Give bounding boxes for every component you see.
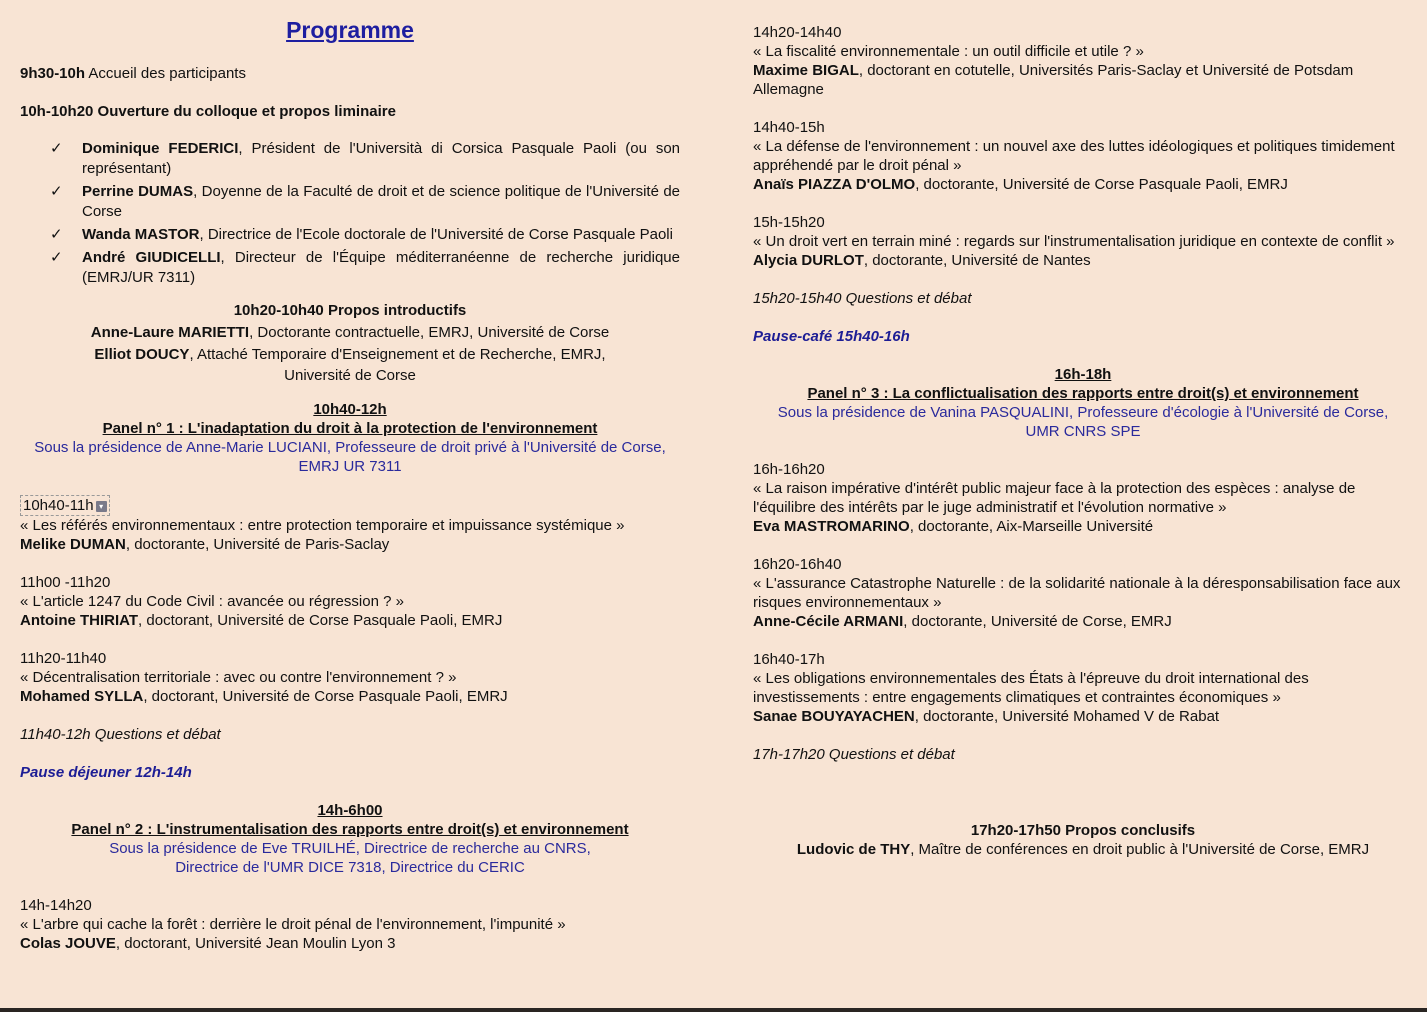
talk-time: 14h-14h20 — [20, 897, 92, 914]
panel3-title: Panel n° 3 : La conflictualisation des rapports entre droit(s) et environnement — [807, 385, 1359, 402]
intro-speaker: Elliot DOUCY, Attaché Temporaire d'Enseignement et de Recherche, EMRJ, Université de Corse — [94, 346, 606, 384]
talk-speaker: Melike DUMAN, doctorante, Université de Paris-Saclay — [20, 536, 390, 553]
talk-title: « Les obligations environnementales des États à l'épreuve du droit international des investissements : entre engagements climatiques et contraintes économiques » — [753, 670, 1309, 706]
talk-title: « La raison impérative d'intérêt public majeur face à la protection des espèces : analyse de l'équilibre des intérêts par le juge administratif et l'évolution normative » — [753, 480, 1356, 516]
talk-title: « La fiscalité environnementale : un outil difficile et utile ? » — [753, 43, 1144, 60]
closing-section — [753, 821, 1413, 859]
talk-title: « L'arbre qui cache la forêt : derrière le droit pénal de l'environnement, l'impunité » — [20, 916, 566, 933]
talk — [753, 650, 1413, 726]
panel2-header — [20, 801, 680, 877]
panel3-time: 16h-18h — [1054, 366, 1112, 383]
talk-speaker: Antoine THIRIAT, doctorant, Université de Corse Pasquale Paoli, EMRJ — [20, 612, 503, 629]
talk — [753, 555, 1413, 631]
talk-time: 11h00 -11h20 — [20, 574, 111, 591]
talk-title: « La défense de l'environnement : un nouvel axe des luttes idéologiques et politiques timidement appréhendé par le droit pénal » — [753, 138, 1395, 174]
talk-speaker: Anne-Cécile ARMANI, doctorante, Université de Corse, EMRJ — [753, 613, 1172, 630]
closing-speaker: Ludovic de THY, Maître de conférences en droit public à l'Université de Corse, EMRJ — [796, 841, 1370, 858]
talk-time: 14h40-15h — [753, 119, 825, 136]
talk — [753, 213, 1413, 270]
panel3-chair: Sous la présidence de Vanina PASQUALINI, Professeure d'écologie à l'Université de Corse, UMR CNRS SPE — [777, 404, 1389, 440]
checkmark-icon: ✓ — [50, 140, 63, 157]
questions-line: 11h40-12h Questions et débat — [20, 726, 221, 743]
list-item: ✓ Perrine DUMAS, Doyenne de la Faculté de droit et de science politique de l'Université de Corse — [50, 183, 681, 220]
right-column — [753, 0, 1413, 859]
list-item: ✓ André GIUDICELLI, Directeur de l'Équipe méditerranéenne de recherche juridique (EMRJ/UR 7311) — [50, 249, 680, 286]
bottom-edge — [0, 1008, 1427, 1012]
coffee-break: Pause-café 15h40-16h — [753, 328, 910, 345]
dropdown-icon[interactable]: ▾ — [96, 501, 107, 512]
talk-title: « L'article 1247 du Code Civil : avancée ou régression ? » — [20, 593, 404, 610]
welcome-line: 9h30-10h Accueil des participants — [20, 65, 246, 82]
talk — [753, 23, 1413, 99]
intro-speaker: Anne-Laure MARIETTI, Doctorante contractuelle, EMRJ, Université de Corse — [90, 324, 610, 341]
page-title: Programme — [286, 17, 414, 43]
panel2-chair: Sous la présidence de Eve TRUILHÉ, Directrice de recherche au CNRS, — [109, 840, 591, 857]
talk — [20, 573, 680, 630]
talk-speaker: Anaïs PIAZZA D'OLMO, doctorante, Université de Corse Pasquale Paoli, EMRJ — [753, 176, 1288, 193]
panel1-title: Panel n° 1 : L'inadaptation du droit à la protection de l'environnement — [102, 420, 598, 437]
talk — [753, 460, 1413, 536]
talk-speaker: Sanae BOUYAYACHEN, doctorante, Université Mohamed V de Rabat — [753, 708, 1220, 725]
talk-time: 11h20-11h40 — [20, 650, 107, 667]
left-column — [20, 0, 680, 953]
closing-heading: 17h20-17h50 Propos conclusifs — [970, 822, 1196, 839]
talk-speaker: Mohamed SYLLA, doctorant, Université de Corse Pasquale Paoli, EMRJ — [20, 688, 508, 705]
talk-time: 14h20-14h40 — [753, 24, 842, 41]
talk-time: 16h40-17h — [753, 651, 825, 668]
talk-speaker: Maxime BIGAL, doctorant en cotutelle, Universités Paris-Saclay et Université de Potsdam Allemagne — [753, 62, 1354, 98]
talk-title: « L'assurance Catastrophe Naturelle : de la solidarité nationale à la déresponsabilisation face aux risques environnementaux » — [753, 575, 1401, 611]
list-item: ✓ Dominique FEDERICI, Président de l'Università di Corsica Pasquale Paoli (ou son représentant) — [50, 140, 681, 177]
panel2-chair: Directrice de l'UMR DICE 7318, Directrice du CERIC — [175, 859, 525, 876]
talk — [753, 118, 1413, 194]
checkmark-icon: ✓ — [50, 226, 63, 243]
checkmark-icon: ✓ — [50, 249, 63, 266]
lunch-break: Pause déjeuner 12h-14h — [20, 764, 192, 781]
opening-speakers-list — [20, 139, 680, 288]
intro-section — [20, 300, 680, 386]
panel1-header — [20, 400, 680, 476]
talk-time: 15h-15h20 — [753, 214, 825, 231]
talk — [20, 495, 680, 554]
intro-heading: 10h20-10h40 Propos introductifs — [233, 302, 467, 319]
panel1-chair: Sous la présidence de Anne-Marie LUCIANI, Professeure de droit privé à l'Université de Corse, EMRJ UR 7311 — [34, 439, 666, 475]
opening-heading: 10h-10h20 Ouverture du colloque et propos liminaire — [20, 103, 396, 120]
list-item: ✓ Wanda MASTOR, Directrice de l'Ecole doctorale de l'Université de Corse Pasquale Paoli — [50, 226, 673, 243]
talk — [20, 649, 680, 706]
questions-line: 17h-17h20 Questions et débat — [753, 746, 955, 763]
checkmark-icon: ✓ — [50, 183, 63, 200]
panel1-time: 10h40-12h — [313, 401, 387, 418]
talk-title: « Décentralisation territoriale : avec ou contre l'environnement ? » — [20, 669, 457, 686]
time-field[interactable]: 10h40-11h ▾ — [20, 495, 110, 516]
talk-title: « Un droit vert en terrain miné : regards sur l'instrumentalisation juridique en contexte de conflit » — [753, 233, 1395, 250]
talk-speaker: Colas JOUVE, doctorant, Université Jean Moulin Lyon 3 — [20, 935, 396, 952]
talk — [20, 896, 680, 953]
panel3-header — [753, 365, 1413, 441]
talk-speaker: Eva MASTROMARINO, doctorante, Aix-Marseille Université — [753, 518, 1154, 535]
talk-time: 16h20-16h40 — [753, 556, 842, 573]
talk-time: 16h-16h20 — [753, 461, 825, 478]
panel2-time: 14h-6h00 — [317, 802, 383, 819]
talk-speaker: Alycia DURLOT, doctorante, Université de Nantes — [753, 252, 1091, 269]
panel2-title: Panel n° 2 : L'instrumentalisation des rapports entre droit(s) et environnement — [71, 821, 629, 838]
questions-line: 15h20-15h40 Questions et débat — [753, 290, 972, 307]
talk-title: « Les référés environnementaux : entre protection temporaire et impuissance systémique » — [20, 517, 625, 534]
